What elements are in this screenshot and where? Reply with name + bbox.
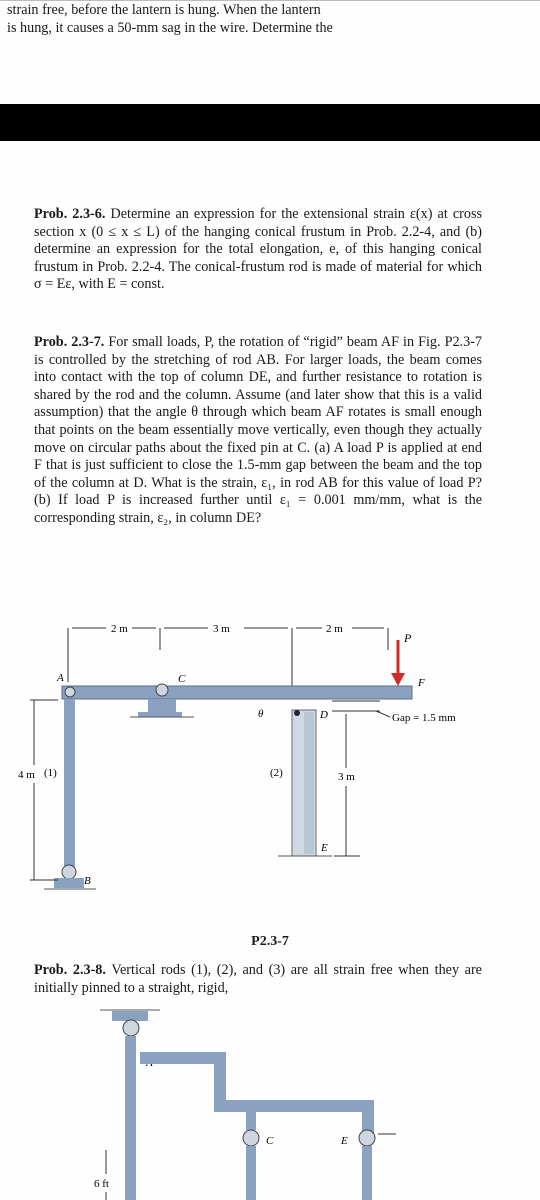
label-a: A [57,672,64,684]
previous-problem-line-1: strain free, before the lantern is hung. When the lantern [7,2,321,18]
figure-caption: P2.3-7 [251,934,289,949]
dim-4m: 4 m [18,769,35,781]
problem-2-3-7-text: For small loads, P, the rotation of “rigid” beam AF in Fig. P2.3-7 is controlled by the stretching of rod AB. For larger loads, the beam comes into contact with the top of column DE, and further resistance to rotation is shared by the rod and the column. Assume (and later show that this is a valid assumption) that the angle θ through which beam AF rotates is small enough that points on the beam essentially move vertically, even though they actually move on circular paths about the fixed pin at C. (a) A load P is applied at end F that is just sufficient to close the 1.5-mm gap between the beam and the top of the column at D. What is the strain, ε₁, in rod AB for this value of load P? (b) If load P is increased further until ε₁ = 0.001 mm/mm, what is the corresponding strain, ε₂, in column DE? [34,334,483,526]
rod-1-partial [125,1036,136,1200]
pin-e-fig8 [359,1130,396,1200]
previous-problem-line-2: is hung, it causes a 50-mm sag in the wire. Determine the [7,19,333,36]
label-theta: θ [258,708,264,720]
dimension-3m-column [334,714,360,856]
top-rule [0,0,540,1]
problem-2-3-7 [34,334,482,528]
problem-2-3-8-label: Prob. 2.3-8. [34,962,106,978]
column-de [278,710,332,856]
problem-2-3-8 [34,962,482,997]
gap-indicator [332,701,390,717]
figure-p2-3-8 [0,1000,540,1200]
rod-label-1: (1) [44,767,57,779]
top-dimension-lines [68,628,388,690]
problem-2-3-8-text: Vertical rods (1), (2), and (3) are all strain free when they are initially pinned to a straight, rigid, [34,962,482,996]
problem-2-3-6-label: Prob. 2.3-6. [34,206,106,222]
support-beam-left [100,1010,160,1036]
rod-ab [44,687,96,889]
gap-label: Gap = 1.5 mm [392,712,456,724]
figure-p2-3-7 [0,615,540,927]
rod-label-2: (2) [270,767,283,779]
redaction-bar [0,104,540,141]
label-c-fig8: C [266,1135,274,1147]
label-d: D [320,709,328,721]
dim-2m-right: 2 m [326,623,343,635]
dim-6ft: 6 ft [94,1178,109,1190]
problem-2-3-6-text: Determine an expression for the extensional strain ε(x) at cross section x (0 ≤ x ≤ L) of the hanging conical frustum in Prob. 2.2-4, and (b) determine an expression for the total elongation, e, of this hanging conical frustum in Prob. 2.2-4. The conical-frustum rod is made of material for which σ = Eε, with E = const. [34,206,483,293]
label-e: E [321,842,328,854]
problem-2-3-6 [34,206,482,294]
dim-3m: 3 m [213,623,230,635]
dimension-4m [30,700,58,880]
label-c: C [178,673,186,685]
load-arrow [391,640,405,686]
pin-c-fig8 [243,1112,259,1200]
label-b: B [84,875,91,887]
rigid-beam-af [62,686,412,699]
dim-2m-left: 2 m [111,623,128,635]
label-p: P [404,631,412,645]
problem-2-3-7-label: Prob. 2.3-7. [34,334,105,350]
previous-problem-fragment [7,2,527,37]
label-e-fig8: E [341,1135,348,1147]
rigid-bar-fig8 [140,1052,374,1140]
dim-3m-column: 3 m [338,771,355,783]
label-f: F [418,677,425,689]
